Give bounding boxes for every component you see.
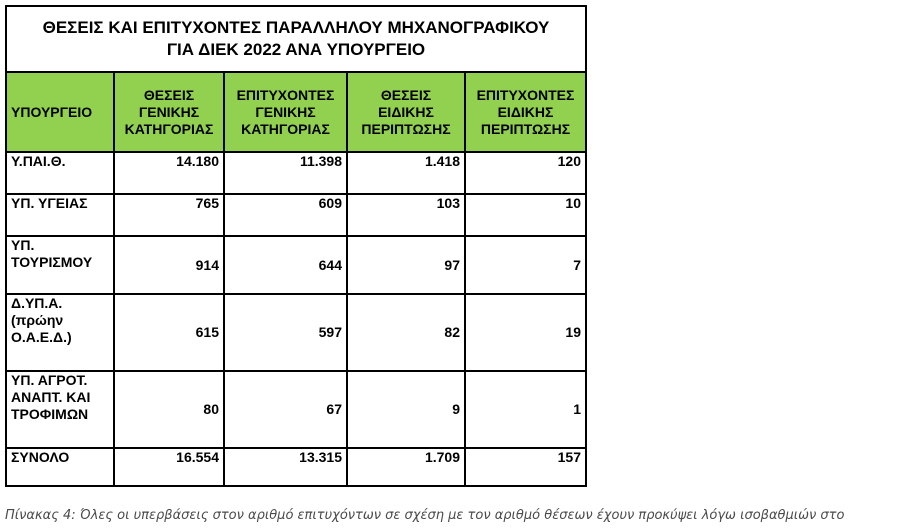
header-special-successful: ΕΠΙΤΥΧΟΝΤΕΣ ΕΙΔΙΚΗΣ ΠΕΡΙΠΤΩΣΗΣ	[465, 72, 586, 152]
table-title	[6, 6, 586, 72]
value-cell: 765	[114, 194, 224, 236]
table-row	[6, 194, 586, 236]
value-cell: 10	[465, 194, 586, 236]
value-cell: 644	[224, 236, 347, 294]
table-row	[6, 236, 586, 294]
value-cell: 1.709	[347, 448, 465, 486]
header-general-positions: ΘΕΣΕΙΣ ΓΕΝΙΚΗΣ ΚΑΤΗΓΟΡΙΑΣ	[114, 72, 224, 152]
table-row	[6, 294, 586, 371]
ministry-cell: ΣΥΝΟΛΟ	[6, 448, 114, 486]
value-cell: 7	[465, 236, 586, 294]
value-cell: 157	[465, 448, 586, 486]
header-ministry: ΥΠΟΥΡΓΕΙΟ	[6, 72, 114, 152]
table-header-row	[6, 72, 586, 152]
ministry-cell: ΥΠ. ΑΓΡΟΤ. ΑΝΑΠΤ. ΚΑΙ ΤΡΟΦΙΜΩΝ	[6, 371, 114, 448]
ministry-cell: Δ.ΥΠ.Α. (πρώην Ο.Α.Ε.Δ.)	[6, 294, 114, 371]
value-cell: 13.315	[224, 448, 347, 486]
value-cell: 97	[347, 236, 465, 294]
value-cell: 82	[347, 294, 465, 371]
value-cell: 67	[224, 371, 347, 448]
value-cell: 11.398	[224, 152, 347, 194]
table-row	[6, 152, 586, 194]
value-cell: 1	[465, 371, 586, 448]
value-cell: 1.418	[347, 152, 465, 194]
ministry-cell: ΥΠ. ΥΓΕΙΑΣ	[6, 194, 114, 236]
value-cell: 609	[224, 194, 347, 236]
value-cell: 19	[465, 294, 586, 371]
value-cell: 14.180	[114, 152, 224, 194]
ministry-cell: Υ.ΠΑΙ.Θ.	[6, 152, 114, 194]
table-title-line-1: ΘΕΣΕΙΣ ΚΑΙ ΕΠΙΤΥΧΟΝΤΕΣ ΠΑΡΑΛΛΗΛΟΥ ΜΗΧΑΝΟΓΡΑΦΙΚΟΥ	[42, 18, 550, 37]
value-cell: 615	[114, 294, 224, 371]
value-cell: 597	[224, 294, 347, 371]
value-cell: 103	[347, 194, 465, 236]
table-caption: Πίνακας 4: Όλες οι υπερβάσεις στον αριθμό επιτυχόντων σε σχέση με τον αριθμό θέσεων έχουν προκύψει λόγω ισοβαθμιών στο	[5, 508, 845, 523]
total-row	[6, 448, 586, 486]
value-cell: 16.554	[114, 448, 224, 486]
value-cell: 80	[114, 371, 224, 448]
ministry-cell: ΥΠ. ΤΟΥΡΙΣΜΟΥ	[6, 236, 114, 294]
header-special-positions: ΘΕΣΕΙΣ ΕΙΔΙΚΗΣ ΠΕΡΙΠΤΩΣΗΣ	[347, 72, 465, 152]
value-cell: 9	[347, 371, 465, 448]
ministry-table	[5, 5, 587, 487]
value-cell: 120	[465, 152, 586, 194]
value-cell: 914	[114, 236, 224, 294]
header-general-successful: ΕΠΙΤΥΧΟΝΤΕΣ ΓΕΝΙΚΗΣ ΚΑΤΗΓΟΡΙΑΣ	[224, 72, 347, 152]
table-title-line-2: ΓΙΑ ΔΙΕΚ 2022 ΑΝΑ ΥΠΟΥΡΓΕΙΟ	[166, 40, 426, 59]
table-row	[6, 371, 586, 448]
